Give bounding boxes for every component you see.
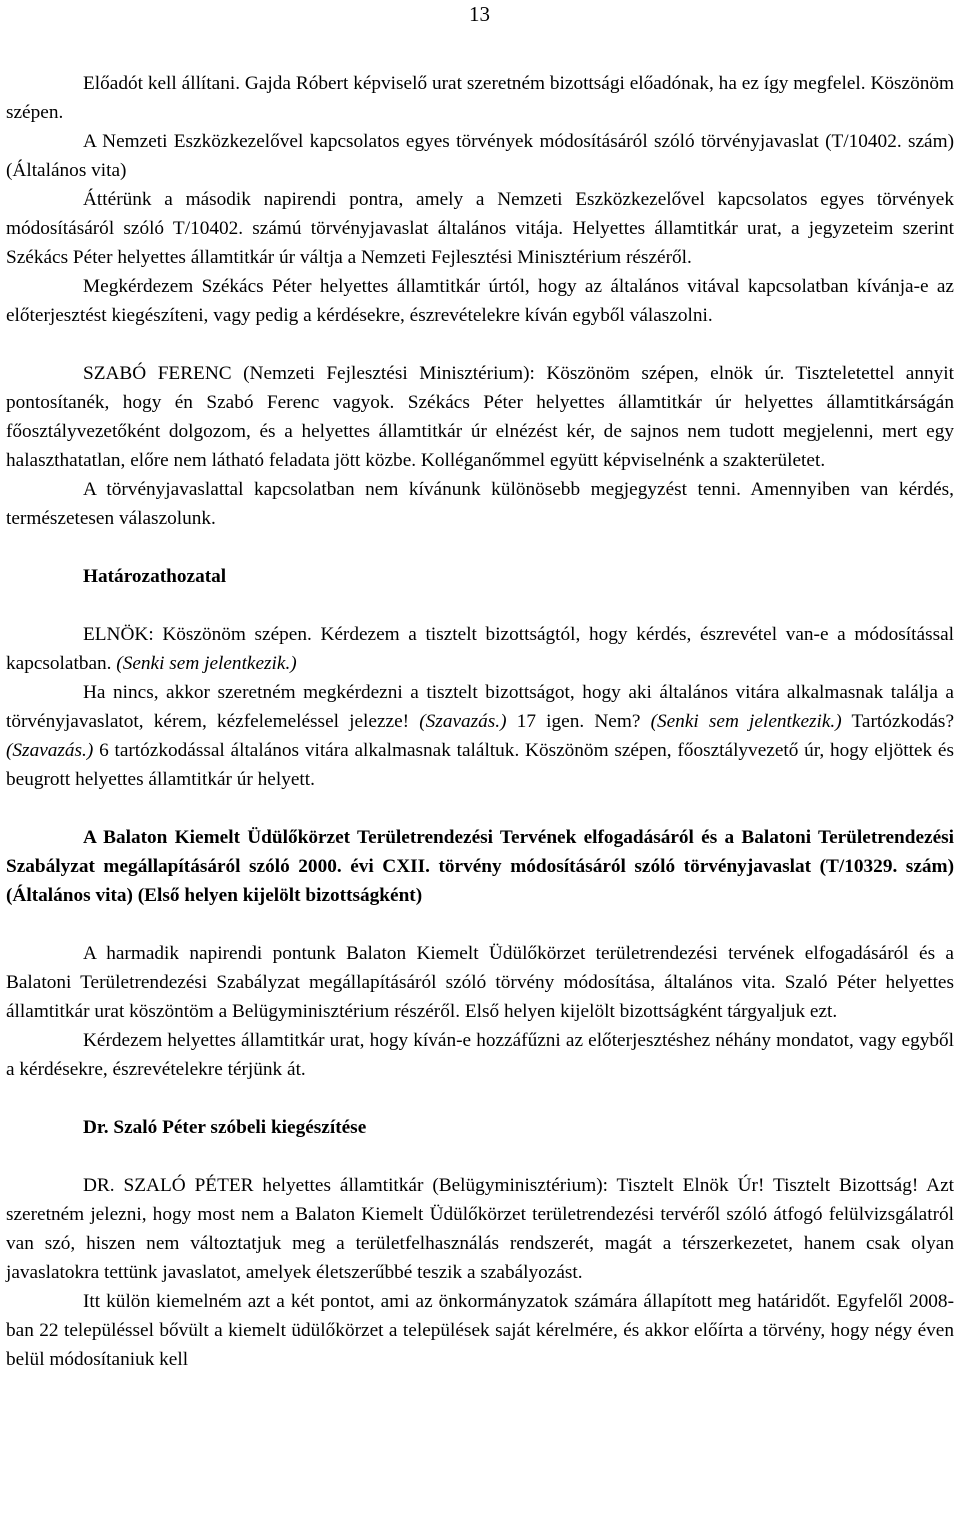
- paragraph: [6, 69, 954, 127]
- text-run: Áttérünk a második napirendi pontra, amely a Nemzeti Eszközkezelővel kapcsolatos egyes törvények módosításáról szóló T/10402. számú törvényjavaslat általános vitája. Helyettes államtitkár urat, a jegyzeteim szerint Székács Péter helyettes államtitkár úr váltja a Nemzeti Fejlesztési Minisztérium részéről.: [6, 189, 954, 268]
- document-body: [6, 69, 954, 1374]
- section-heading: [6, 1113, 954, 1142]
- paragraph: [6, 620, 954, 678]
- text-run: A Balaton Kiemelt Üdülőkörzet Területrendezési Tervének elfogadásáról és a Balatoni Területrendezési Szabályzat megállapításáról szóló 2000. évi CXII. törvény módosításáról szóló törvényjavaslat (T/10329. szám) (Általános vita) (Első helyen kijelölt bizottságként): [6, 827, 954, 906]
- paragraph-spacer: [6, 330, 954, 359]
- text-run: A Nemzeti Eszközkezelővel kapcsolatos egyes törvények módosításáról szóló törvényjavaslat (T/10402. szám) (Általános vita): [6, 131, 954, 181]
- stage-direction: (Szavazás.): [6, 740, 94, 761]
- text-run: Megkérdezem Székács Péter helyettes államtitkár úrtól, hogy az általános vitával kapcsolatban kívánja-e az előterjesztést kiegészíteni, vagy pedig a kérdésekre, észrevételekre kíván egyből válaszolni.: [6, 276, 954, 326]
- text-run: Határozathozatal: [83, 566, 227, 587]
- page-number: 13: [469, 2, 490, 26]
- paragraph-spacer: [6, 794, 954, 823]
- text-run: SZABÓ FERENC (Nemzeti Fejlesztési Minisztérium): Köszönöm szépen, elnök úr. Tiszteletettel annyit pontosítanék, hogy én Szabó Ferenc vagyok. Székács Péter helyettes államtitkár úr helyettes államtitkárságán főosztályvezetőként dolgozom, és a helyettes államtitkár úr elnézést kér, de sajnos nem tudott megjelenni, mert egy halaszthatatlan, előre nem látható feladata jött közbe. Kolléganőmmel együtt képviselnénk a szakterületet.: [6, 363, 954, 471]
- agenda-item-title: [6, 823, 954, 910]
- paragraph: [6, 1026, 954, 1084]
- paragraph-spacer: [6, 1084, 954, 1113]
- paragraph: [6, 359, 954, 475]
- paragraph: [6, 678, 954, 794]
- text-run: Előadót kell állítani. Gajda Róbert képviselő urat szeretném bizottsági előadónak, ha ez így megfelel. Köszönöm szépen.: [6, 73, 954, 123]
- text-run: Ha nincs, akkor szeretném megkérdezni a tisztelt bizottságot, hogy aki általános vitára alkalmasnak találja a törvényjavaslatot, kérem, kézfelemeléssel jelezze!: [6, 682, 954, 732]
- text-run: A harmadik napirendi pontunk Balaton Kiemelt Üdülőkörzet területrendezési tervének elfogadásáról és a Balatoni Területrendezési Szabályzat megállapításáról szóló törvény módosítása, általános vita. Szaló Péter helyettes államtitkár urat köszöntöm a Belügyminisztérium részéről. Első helyen kijelölt bizottságként tárgyaljuk ezt.: [6, 943, 954, 1022]
- text-run: DR. SZALÓ PÉTER helyettes államtitkár (Belügyminisztérium): Tisztelt Elnök Úr! Tisztelt Bizottság! Azt szeretném jelezni, hogy most nem a Balaton Kiemelt Üdülőkörzet területrendezési tervéről szóló átfogó felülvizsgálatról van szó, hiszen nem változtatjuk meg a területfelhasználás rendszerét, magát a térszerkezetet, hanem csak olyan javaslatokra tettünk javaslatot, amelyek életszerűbbé teszik a szabályozást.: [6, 1175, 954, 1283]
- text-run: Itt külön kiemelném azt a két pontot, ami az önkormányzatok számára állapított meg határidőt. Egyfelől 2008-ban 22 településsel bővült a kiemelt üdülőkörzet a települések saját kérelmére, és akkor előírta a törvény, hogy négy éven belül módosítaniuk kell: [6, 1291, 954, 1370]
- text-run: 17 igen. Nem?: [506, 711, 651, 732]
- paragraph: [6, 185, 954, 272]
- text-run: Tartózkodás?: [841, 711, 954, 732]
- text-run: A törvényjavaslattal kapcsolatban nem kívánunk különösebb megjegyzést tenni. Amennyiben van kérdés, természetesen válaszolunk.: [6, 479, 954, 529]
- paragraph: [6, 1287, 954, 1374]
- text-run: Kérdezem helyettes államtitkár urat, hogy kíván-e hozzáfűzni az előterjesztéshez néhány mondatot, vagy egyből a kérdésekre, észrevételekre térjünk át.: [6, 1030, 954, 1080]
- stage-direction: (Szavazás.): [419, 711, 507, 732]
- stage-direction: (Senki sem jelentkezik.): [116, 653, 297, 674]
- paragraph: [6, 127, 954, 185]
- paragraph: [6, 1171, 954, 1287]
- text-run: ELNÖK: Köszönöm szépen. Kérdezem a tisztelt bizottságtól, hogy kérdés, észrevétel van-e a módosítással kapcsolatban.: [6, 624, 954, 674]
- text-run: Dr. Szaló Péter szóbeli kiegészítése: [83, 1117, 367, 1138]
- paragraph-spacer: [6, 910, 954, 939]
- paragraph-spacer: [6, 591, 954, 620]
- section-heading: [6, 562, 954, 591]
- paragraph: [6, 939, 954, 1026]
- stage-direction: (Senki sem jelentkezik.): [650, 711, 842, 732]
- paragraph: [6, 475, 954, 533]
- paragraph-spacer: [6, 1142, 954, 1171]
- text-run: 6 tartózkodással általános vitára alkalmasnak találtuk. Köszönöm szépen, főosztályvezető úr, hogy eljöttek és beugrott helyettes államtitkár úr helyett.: [6, 740, 954, 790]
- paragraph-spacer: [6, 533, 954, 562]
- paragraph: [6, 272, 954, 330]
